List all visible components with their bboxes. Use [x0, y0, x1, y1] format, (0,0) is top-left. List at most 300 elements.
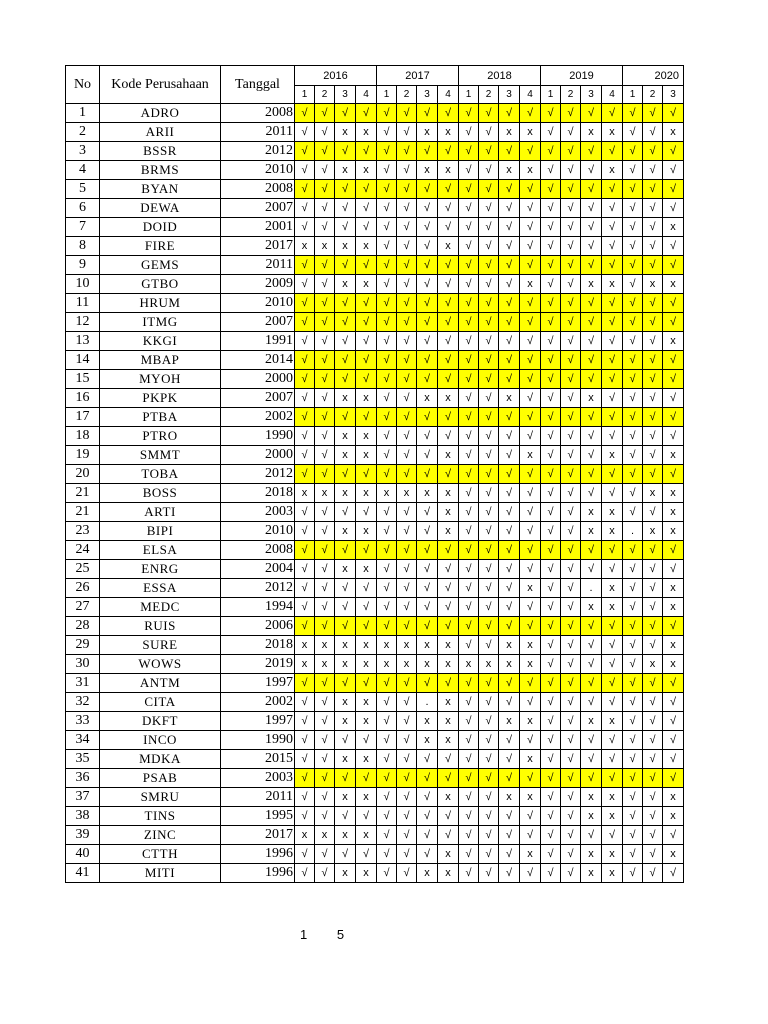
quarter-mark: √	[315, 845, 335, 864]
listing-year: 2008	[221, 180, 295, 199]
quarter-mark: x	[295, 636, 315, 655]
quarter-mark: √	[377, 408, 397, 427]
quarter-mark: √	[541, 617, 561, 636]
quarter-mark: √	[417, 750, 438, 769]
quarter-mark: x	[417, 712, 438, 731]
quarter-mark: √	[356, 598, 377, 617]
quarter-mark: x	[602, 275, 623, 294]
quarter-mark: x	[377, 655, 397, 674]
quarter-mark: √	[295, 389, 315, 408]
quarter-mark: √	[602, 332, 623, 351]
quarter-mark: √	[581, 104, 602, 123]
quarter-mark: √	[541, 142, 561, 161]
quarter-mark: √	[479, 484, 499, 503]
quarter-mark: √	[561, 389, 581, 408]
quarter-mark: √	[602, 313, 623, 332]
company-code: BYAN	[100, 180, 221, 199]
quarter-mark: √	[581, 617, 602, 636]
table-row	[66, 845, 684, 864]
quarter-mark: x	[581, 275, 602, 294]
quarter-mark: √	[417, 807, 438, 826]
quarter-mark: x	[663, 598, 684, 617]
quarter-mark: √	[479, 731, 499, 750]
quarter-mark: x	[602, 788, 623, 807]
quarter-mark: √	[541, 598, 561, 617]
quarter-mark: x	[520, 788, 541, 807]
quarter-mark: √	[541, 541, 561, 560]
header-quarter: 2	[643, 86, 663, 104]
header-quarter: 2	[561, 86, 581, 104]
quarter-mark: x	[397, 484, 417, 503]
quarter-mark: x	[295, 484, 315, 503]
listing-year: 2003	[221, 769, 295, 788]
row-number: 34	[66, 731, 100, 750]
quarter-mark: √	[561, 180, 581, 199]
row-number: 40	[66, 845, 100, 864]
quarter-mark: x	[663, 788, 684, 807]
quarter-mark: √	[643, 256, 663, 275]
quarter-mark: √	[602, 655, 623, 674]
quarter-mark: √	[356, 199, 377, 218]
table-row	[66, 351, 684, 370]
quarter-mark: √	[377, 864, 397, 883]
quarter-mark: √	[356, 541, 377, 560]
quarter-mark: √	[643, 218, 663, 237]
quarter-mark: √	[499, 807, 520, 826]
row-number: 6	[66, 199, 100, 218]
quarter-mark: x	[417, 484, 438, 503]
quarter-mark: √	[295, 332, 315, 351]
row-number: 10	[66, 275, 100, 294]
quarter-mark: √	[295, 674, 315, 693]
quarter-mark: x	[602, 807, 623, 826]
quarter-mark: √	[520, 541, 541, 560]
quarter-mark: √	[623, 731, 643, 750]
listing-year: 2008	[221, 541, 295, 560]
quarter-mark: √	[623, 484, 643, 503]
quarter-mark: x	[663, 123, 684, 142]
quarter-mark: √	[377, 750, 397, 769]
company-code: DKFT	[100, 712, 221, 731]
header-quarter: 1	[459, 86, 479, 104]
row-number: 19	[66, 446, 100, 465]
quarter-mark: √	[561, 788, 581, 807]
table-row	[66, 674, 684, 693]
quarter-mark: √	[520, 104, 541, 123]
quarter-mark: √	[623, 199, 643, 218]
quarter-mark: √	[561, 503, 581, 522]
quarter-mark: √	[643, 446, 663, 465]
quarter-mark: √	[541, 199, 561, 218]
quarter-mark: √	[623, 237, 643, 256]
quarter-mark: x	[581, 807, 602, 826]
quarter-mark: √	[315, 218, 335, 237]
quarter-mark: √	[581, 446, 602, 465]
quarter-mark: √	[561, 541, 581, 560]
quarter-mark: √	[663, 161, 684, 180]
listing-year: 1996	[221, 864, 295, 883]
quarter-mark: √	[561, 370, 581, 389]
quarter-mark: √	[623, 807, 643, 826]
quarter-mark: √	[438, 256, 459, 275]
quarter-mark: √	[479, 769, 499, 788]
quarter-mark: x	[520, 845, 541, 864]
quarter-mark: x	[417, 864, 438, 883]
quarter-mark: √	[602, 218, 623, 237]
quarter-mark: √	[295, 465, 315, 484]
quarter-mark: √	[581, 332, 602, 351]
quarter-mark: √	[438, 218, 459, 237]
quarter-mark: √	[663, 351, 684, 370]
table-row	[66, 332, 684, 351]
quarter-mark: √	[561, 769, 581, 788]
listing-year: 1990	[221, 427, 295, 446]
quarter-mark: √	[459, 522, 479, 541]
quarter-mark: √	[397, 465, 417, 484]
quarter-mark: √	[315, 465, 335, 484]
quarter-mark: √	[541, 503, 561, 522]
quarter-mark: √	[561, 712, 581, 731]
quarter-mark: x	[356, 636, 377, 655]
quarter-mark: √	[459, 104, 479, 123]
quarter-mark: x	[335, 275, 356, 294]
quarter-mark: √	[295, 218, 315, 237]
quarter-mark: x	[438, 522, 459, 541]
company-code: SURE	[100, 636, 221, 655]
quarter-mark: √	[417, 180, 438, 199]
quarter-mark: √	[623, 294, 643, 313]
quarter-mark: √	[397, 807, 417, 826]
quarter-mark: x	[581, 864, 602, 883]
quarter-mark: x	[499, 788, 520, 807]
quarter-mark: √	[479, 351, 499, 370]
quarter-mark: √	[356, 674, 377, 693]
company-code: ELSA	[100, 541, 221, 560]
company-code: PKPK	[100, 389, 221, 408]
quarter-mark: √	[356, 370, 377, 389]
listing-year: 1997	[221, 712, 295, 731]
company-code: SMMT	[100, 446, 221, 465]
listing-year: 1996	[221, 845, 295, 864]
quarter-mark: √	[623, 693, 643, 712]
listing-year: 2004	[221, 560, 295, 579]
quarter-mark: √	[315, 370, 335, 389]
quarter-mark: √	[315, 541, 335, 560]
quarter-mark: √	[581, 313, 602, 332]
quarter-mark: √	[663, 370, 684, 389]
quarter-mark: x	[335, 161, 356, 180]
quarter-mark: √	[438, 750, 459, 769]
quarter-mark: √	[377, 237, 397, 256]
quarter-mark: √	[499, 370, 520, 389]
quarter-mark: √	[377, 313, 397, 332]
quarter-mark: √	[479, 636, 499, 655]
quarter-mark: x	[438, 389, 459, 408]
quarter-mark: √	[602, 427, 623, 446]
quarter-mark: √	[499, 750, 520, 769]
quarter-mark: √	[479, 104, 499, 123]
quarter-mark: √	[397, 446, 417, 465]
quarter-mark: x	[438, 636, 459, 655]
quarter-mark: √	[602, 674, 623, 693]
quarter-mark: x	[520, 161, 541, 180]
quarter-mark: √	[643, 104, 663, 123]
company-code: ESSA	[100, 579, 221, 598]
company-code: ANTM	[100, 674, 221, 693]
row-number: 27	[66, 598, 100, 617]
quarter-mark: x	[356, 123, 377, 142]
quarter-mark: √	[377, 389, 397, 408]
quarter-mark: √	[663, 541, 684, 560]
quarter-mark: √	[315, 332, 335, 351]
quarter-mark: x	[438, 655, 459, 674]
quarter-mark: √	[643, 560, 663, 579]
quarter-mark: √	[602, 731, 623, 750]
quarter-mark: √	[479, 503, 499, 522]
quarter-mark: √	[499, 465, 520, 484]
row-number: 21	[66, 484, 100, 503]
quarter-mark: √	[438, 427, 459, 446]
quarter-mark: x	[602, 864, 623, 883]
quarter-mark: √	[602, 560, 623, 579]
quarter-mark: √	[377, 503, 397, 522]
quarter-mark: √	[623, 712, 643, 731]
quarter-mark: √	[356, 218, 377, 237]
quarter-mark: √	[479, 256, 499, 275]
quarter-mark: √	[479, 123, 499, 142]
quarter-mark: √	[663, 864, 684, 883]
quarter-mark: √	[377, 674, 397, 693]
quarter-mark: x	[356, 826, 377, 845]
quarter-mark: √	[561, 617, 581, 636]
quarter-mark: √	[561, 674, 581, 693]
company-code: TINS	[100, 807, 221, 826]
quarter-mark: √	[479, 142, 499, 161]
quarter-mark: √	[663, 199, 684, 218]
listing-year: 2007	[221, 199, 295, 218]
quarter-mark: √	[295, 750, 315, 769]
quarter-mark: √	[377, 693, 397, 712]
quarter-mark: √	[520, 370, 541, 389]
quarter-mark: √	[623, 826, 643, 845]
table-row	[66, 712, 684, 731]
quarter-mark: √	[499, 446, 520, 465]
quarter-mark: √	[459, 503, 479, 522]
quarter-mark: √	[479, 237, 499, 256]
quarter-mark: x	[335, 389, 356, 408]
quarter-mark: √	[499, 503, 520, 522]
quarter-mark: √	[581, 294, 602, 313]
quarter-mark: √	[397, 522, 417, 541]
company-code: BSSR	[100, 142, 221, 161]
quarter-mark: √	[643, 313, 663, 332]
row-number: 11	[66, 294, 100, 313]
quarter-mark: √	[581, 655, 602, 674]
quarter-mark: √	[335, 807, 356, 826]
quarter-mark: √	[335, 503, 356, 522]
quarter-mark: x	[335, 427, 356, 446]
quarter-mark: √	[479, 408, 499, 427]
table-row	[66, 769, 684, 788]
quarter-mark: √	[602, 617, 623, 636]
quarter-mark: √	[520, 560, 541, 579]
quarter-mark: x	[417, 636, 438, 655]
quarter-mark: √	[438, 294, 459, 313]
quarter-mark: √	[315, 750, 335, 769]
quarter-mark: √	[499, 522, 520, 541]
quarter-mark: √	[581, 427, 602, 446]
quarter-mark: √	[623, 161, 643, 180]
quarter-mark: √	[417, 104, 438, 123]
quarter-mark: √	[602, 693, 623, 712]
company-code: MITI	[100, 864, 221, 883]
table-row	[66, 617, 684, 636]
quarter-mark: √	[438, 560, 459, 579]
quarter-mark: √	[581, 826, 602, 845]
quarter-mark: x	[663, 636, 684, 655]
header-year: 2019	[541, 66, 623, 86]
quarter-mark: √	[459, 465, 479, 484]
row-number: 36	[66, 769, 100, 788]
quarter-mark: √	[295, 351, 315, 370]
company-table	[65, 65, 684, 883]
quarter-mark: √	[397, 237, 417, 256]
quarter-mark: √	[561, 522, 581, 541]
quarter-mark: x	[499, 655, 520, 674]
quarter-mark: √	[459, 256, 479, 275]
quarter-mark: √	[356, 408, 377, 427]
quarter-mark: √	[561, 332, 581, 351]
quarter-mark: √	[623, 769, 643, 788]
quarter-mark: √	[643, 712, 663, 731]
quarter-mark: √	[479, 199, 499, 218]
table-row	[66, 199, 684, 218]
quarter-mark: x	[520, 712, 541, 731]
quarter-mark: √	[581, 731, 602, 750]
quarter-mark: x	[581, 598, 602, 617]
quarter-mark: √	[356, 332, 377, 351]
quarter-mark: √	[417, 465, 438, 484]
listing-year: 2011	[221, 256, 295, 275]
quarter-mark: √	[520, 427, 541, 446]
quarter-mark: x	[356, 560, 377, 579]
quarter-mark: √	[643, 845, 663, 864]
quarter-mark: √	[397, 351, 417, 370]
quarter-mark: √	[335, 313, 356, 332]
quarter-mark: x	[602, 712, 623, 731]
quarter-mark: √	[663, 769, 684, 788]
quarter-mark: √	[520, 731, 541, 750]
quarter-mark: √	[335, 332, 356, 351]
quarter-mark: √	[438, 180, 459, 199]
quarter-mark: √	[643, 788, 663, 807]
quarter-mark: √	[417, 427, 438, 446]
quarter-mark: √	[561, 864, 581, 883]
quarter-mark: √	[295, 541, 315, 560]
quarter-mark: √	[397, 104, 417, 123]
quarter-mark: √	[541, 294, 561, 313]
quarter-mark: √	[438, 408, 459, 427]
table-row	[66, 370, 684, 389]
company-code: PTRO	[100, 427, 221, 446]
quarter-mark: x	[663, 655, 684, 674]
quarter-mark: √	[397, 389, 417, 408]
quarter-mark: √	[459, 123, 479, 142]
quarter-mark: x	[315, 636, 335, 655]
quarter-mark: √	[438, 598, 459, 617]
quarter-mark: √	[377, 522, 397, 541]
company-code: PTBA	[100, 408, 221, 427]
quarter-mark: x	[356, 275, 377, 294]
quarter-mark: √	[541, 693, 561, 712]
quarter-mark: √	[397, 161, 417, 180]
quarter-mark: √	[643, 294, 663, 313]
row-number: 3	[66, 142, 100, 161]
quarter-mark: x	[499, 161, 520, 180]
quarter-mark: x	[438, 503, 459, 522]
quarter-mark: √	[295, 617, 315, 636]
quarter-mark: √	[602, 237, 623, 256]
quarter-mark: √	[377, 598, 397, 617]
quarter-mark: √	[295, 522, 315, 541]
quarter-mark: √	[623, 313, 643, 332]
quarter-mark: √	[315, 769, 335, 788]
quarter-mark: √	[438, 351, 459, 370]
quarter-mark: √	[459, 389, 479, 408]
quarter-mark: √	[479, 218, 499, 237]
quarter-mark: x	[438, 731, 459, 750]
row-number: 2	[66, 123, 100, 142]
quarter-mark: √	[643, 769, 663, 788]
row-number: 16	[66, 389, 100, 408]
quarter-mark: √	[623, 750, 643, 769]
company-code: MEDC	[100, 598, 221, 617]
quarter-mark: √	[561, 807, 581, 826]
quarter-mark: √	[377, 294, 397, 313]
quarter-mark: √	[397, 693, 417, 712]
quarter-mark: √	[541, 826, 561, 845]
quarter-mark: √	[561, 275, 581, 294]
quarter-mark: √	[356, 465, 377, 484]
quarter-mark: .	[581, 579, 602, 598]
quarter-mark: √	[623, 636, 643, 655]
quarter-mark: √	[335, 598, 356, 617]
quarter-mark: √	[459, 180, 479, 199]
quarter-mark: x	[295, 655, 315, 674]
quarter-mark: √	[623, 104, 643, 123]
quarter-mark: √	[377, 332, 397, 351]
quarter-mark: x	[335, 123, 356, 142]
quarter-mark: √	[356, 142, 377, 161]
quarter-mark: x	[335, 484, 356, 503]
company-code: KKGI	[100, 332, 221, 351]
quarter-mark: √	[417, 199, 438, 218]
quarter-mark: x	[438, 712, 459, 731]
row-number: 24	[66, 541, 100, 560]
quarter-mark: √	[335, 218, 356, 237]
header-tanggal: Tanggal	[221, 66, 295, 104]
listing-year: 2006	[221, 617, 295, 636]
quarter-mark: √	[295, 503, 315, 522]
quarter-mark: √	[602, 541, 623, 560]
quarter-mark: √	[541, 104, 561, 123]
quarter-mark: √	[377, 123, 397, 142]
quarter-mark: √	[315, 617, 335, 636]
quarter-mark: √	[499, 408, 520, 427]
listing-year: 2010	[221, 522, 295, 541]
quarter-mark: .	[623, 522, 643, 541]
quarter-mark: √	[356, 104, 377, 123]
